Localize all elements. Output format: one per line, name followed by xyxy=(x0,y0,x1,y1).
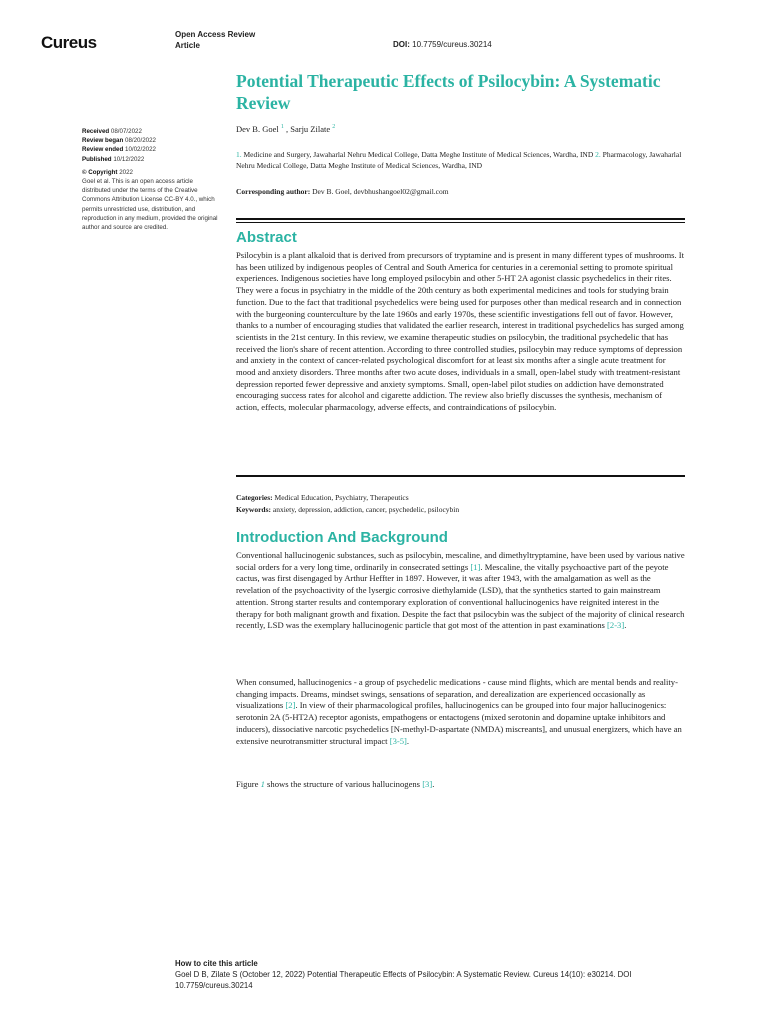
corresponding-label: Corresponding author: xyxy=(236,187,311,196)
article-type xyxy=(175,29,255,51)
author-name[interactable]: Sarju Zilate xyxy=(290,124,331,134)
paragraph-text: When consumed, hallucinogenics - a group of psychedelic medications - cause mind flights, which are mental bends and reality-changing impacts. Dreams, mindset swings, sensations of separation, and derealization are experienced occasionally as visualizations xyxy=(236,677,678,711)
categories xyxy=(236,492,685,504)
journal-logo: Cureus xyxy=(41,33,97,52)
paragraph-text: shows the structure of various hallucinogens xyxy=(267,779,421,789)
published-label: Published xyxy=(82,155,112,163)
categories-value: Medical Education, Psychiatry, Therapeutics xyxy=(274,493,409,502)
author-list xyxy=(236,124,335,134)
keywords xyxy=(236,504,685,516)
received-date xyxy=(82,127,222,136)
paragraph-text: . Mescaline, the vitally psychoactive part of the peyote cactus, was first disengaged by Arthur Heffter in 1897. However, it was after 1943, with the amalgamation as well as the revelation of the psychoactivity of the lysergic corrosive diethylamide (LSD), that the synthetics started to gain mainstream attention. Strong starter results and contemporary exploration of conventional hallucinogenics have reignited interest in the therapy for both malignant growth and fixation. Despite the fact that psilocybin was the subject of the majority of clinical research recently, LSD was the exemplary hallucinogenic particle that got most of the attention in past examinations xyxy=(236,561,685,631)
paragraph-text: Conventional hallucinogenic substances, such as psilocybin, mescaline, and dimethyltryptamine, have been used by various native social orders for a very long time, ordinarily in consecrated settings xyxy=(236,550,685,572)
keywords-label: Keywords: xyxy=(236,504,271,514)
citation-link[interactable]: [2-3] xyxy=(607,620,625,631)
received-label: Received xyxy=(82,128,110,135)
intro-paragraph xyxy=(236,779,685,791)
affil-text: Medicine and Surgery, Jawaharlal Nehru Medical College, Datta Meghe Institute of Medical Sciences, Wardha, IND xyxy=(243,150,594,159)
doi-value: 10.7759/cureus.30214 xyxy=(412,40,492,49)
section-divider xyxy=(236,222,685,223)
affiliations xyxy=(236,149,696,171)
copyright-year: 2022 xyxy=(119,168,133,176)
paragraph-text: . xyxy=(432,779,435,789)
affil-number: 2. xyxy=(595,150,601,159)
affil-text: Pharmacology, Jawaharlal Nehru Medical College, Datta Meghe Institute of Medical Sciences, Wardha, IND xyxy=(236,150,682,170)
article-dates-sidebar xyxy=(82,127,222,232)
article-type-line2: Article xyxy=(175,41,200,50)
review-began-date xyxy=(82,136,222,145)
author-name[interactable]: Dev B. Goel xyxy=(236,124,279,134)
doi-label: DOI: xyxy=(393,40,410,49)
citation-link[interactable]: [3-5] xyxy=(389,735,407,746)
section-divider xyxy=(236,218,685,220)
review-began-value: 08/20/2022 xyxy=(125,137,156,145)
corresponding-author xyxy=(236,187,449,196)
citation-link[interactable]: [1] xyxy=(470,561,481,572)
footer-citation: Goel D B, Zilate S (October 12, 2022) Potential Therapeutic Effects of Psilocybin: A Systematic Review. Cureus 14(10): e30214. DOI 10.7759/cureus.30214 xyxy=(175,970,632,990)
citation-footer xyxy=(175,958,695,991)
paragraph-text: . xyxy=(406,735,410,746)
author-affil-ref[interactable]: 1 xyxy=(280,124,284,131)
categories-label: Categories: xyxy=(236,493,273,502)
copyright-label: © Copyright xyxy=(82,168,118,176)
footer-heading: How to cite this article xyxy=(175,959,258,968)
published-date xyxy=(82,155,222,164)
copyright xyxy=(82,168,222,177)
categories-keywords xyxy=(236,492,685,515)
abstract-text: Psilocybin is a plant alkaloid that is derived from precursors of tryptamine and is present in many different types of mushrooms. It has been utilized by indigenous peoples of Central and South America for centuries in a ceremonial setting to promote spiritual experiences. Indigenous societies have long employed psilocybin and other 5-HT 2A agonist classic psychedelics in their rites. They were a focus in psychiatry in the middle of the 20th century as both experimental medicines and tools for studying brain function. Due to the fact that traditional psychedelics were being used for purposes other than medical research and in connection with the burgeoning counterculture by the late 1960s and early 1970s, these scientific investigations fell out of favor. However, thanks to a number of encouraging studies that validated the earlier research, interest in traditional psychedelics has surged among scientists in the 21st century. In this review, we examine therapeutic studies on psilocybin, the traditional psychedelic that has received the lion's share of recent attention. According to three controlled studies, psilocybin may reduce symptoms of depression and anxiety in the context of cancer-related psychological discomfort for at least six months after a single acute treatment for mood and anxiety disorders. Three months after two acute doses, individuals in a small, open-label study with treatment-resistant depression reported fewer depressive and anxiety symptoms. Small, open-label pilot studies on addiction have demonstrated encouraging success rates for alcohol and cigarette addiction. The review also briefly discusses the synthesis, mechanism of action, effects, molecular pharmacology, adverse effects, and contraindications of psilocybin. xyxy=(236,250,685,413)
article-type-line1: Open Access Review xyxy=(175,30,256,39)
section-divider xyxy=(236,475,685,477)
paragraph-text: . In view of their pharmacological profiles, hallucinogenics can be grouped into four major hallucinogenics: serotonin 2A (5-HT2A) receptor agonists, empathogens or entactogens (mixed serotonin and dopamine uptake inhibitors and inducers), dissociative narcotic psychedelics [N-methyl-D-aspartate (NMDA) miscreants], and unusual energizers, which have an extensive neurotransmitter structural impact xyxy=(236,700,682,746)
citation-link[interactable]: [2] xyxy=(285,700,296,711)
review-ended-date xyxy=(82,145,222,154)
intro-paragraph xyxy=(236,677,685,747)
keywords-value: anxiety, depression, addiction, cancer, psychedelic, psilocybin xyxy=(272,504,460,514)
author-separator: , xyxy=(285,124,289,134)
affil-number: 1. xyxy=(236,150,242,159)
received-value: 08/07/2022 xyxy=(110,128,142,135)
review-began-label: Review began xyxy=(82,137,124,145)
license-text: Goel et al. This is an open access article distributed under the terms of the Creative Commons Attribution License CC-BY 4.0., which permits unrestricted use, distribution, and reproduction in any medium, provided the original author and source are credited. xyxy=(82,178,218,232)
article-title: Potential Therapeutic Effects of Psilocybin: A Systematic Review xyxy=(236,71,661,113)
paragraph-text: Figure xyxy=(236,779,259,789)
doi xyxy=(393,40,492,49)
review-ended-value: 10/02/2022 xyxy=(125,146,156,154)
paragraph-text: . xyxy=(624,620,627,631)
abstract-heading: Abstract xyxy=(236,229,297,246)
intro-paragraph xyxy=(236,550,685,632)
published-value: 10/12/2022 xyxy=(113,155,145,163)
author-affil-ref[interactable]: 2 xyxy=(332,124,336,131)
corresponding-value[interactable]: Dev B. Goel, devbhushangoel02@gmail.com xyxy=(312,187,449,196)
figure-link[interactable]: 1 xyxy=(260,779,265,789)
review-ended-label: Review ended xyxy=(82,146,124,154)
intro-heading: Introduction And Background xyxy=(236,529,448,546)
citation-link[interactable]: [3] xyxy=(422,779,433,789)
